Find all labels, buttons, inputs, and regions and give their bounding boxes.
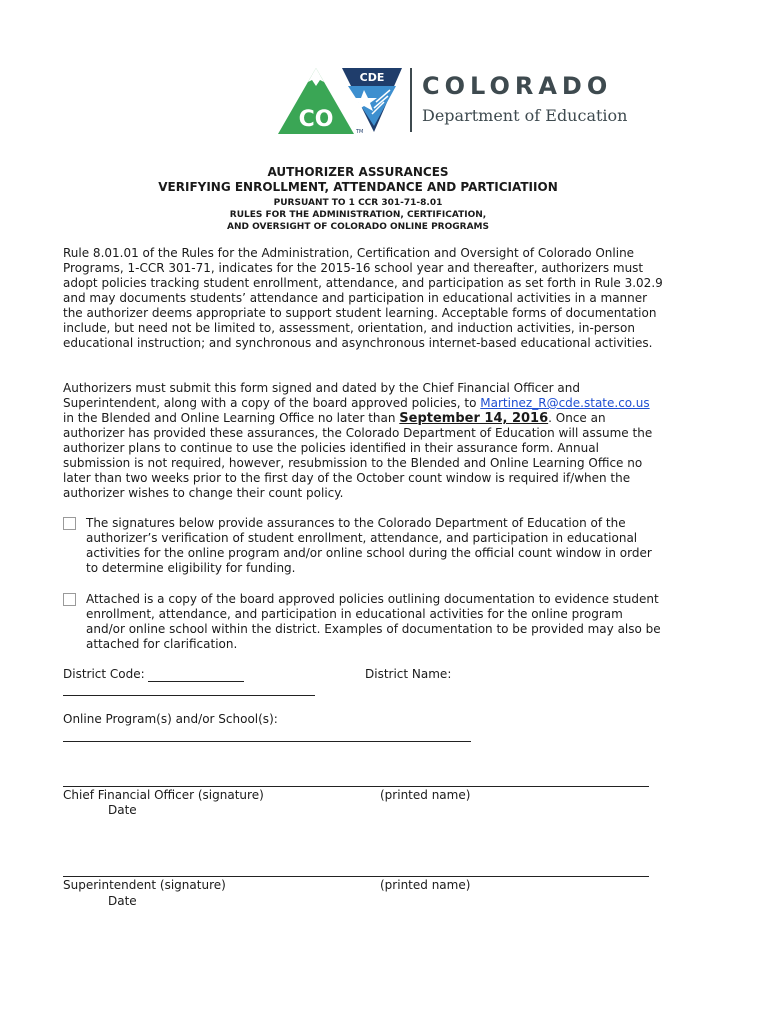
title-line-2: VERIFYING ENROLLMENT, ATTENDANCE AND PARTICIATIION <box>158 180 558 194</box>
title-line-3: PURSUANT TO 1 CCR 301-71-8.01 <box>273 198 443 208</box>
assurance-checkbox-label: The signatures below provide assurances to the Colorado Department of Education of the authorizer’s verification of student enrollment, attendance, and participation in educational activities for the online program and/or online school during the official count window in order to determine eligibility for funding. <box>86 516 652 575</box>
submission-text-3: . Once an authorizer has provided these assurances, the Colorado Department of Education will assume the authorizer plans to continue to use the policies identified in their assurance form. Annual submission is not required, however, resubmission to the Blended and Online Learning Office no later than two weeks prior to the first day of the October count window is required if/when the authorizer wishes to change their count policy. <box>63 411 653 500</box>
title-line-1: AUTHORIZER ASSURANCES <box>267 165 449 179</box>
cfo-signature-label: Chief Financial Officer (signature) <box>63 788 264 802</box>
policies-attached-checkbox-label: Attached is a copy of the board approved policies outlining documentation to evidence student enrollment, attendance, and participation in educational activities for the online program and/or online school within the district. Examples of documentation to be provided may also be attached for clarification. <box>86 592 661 651</box>
submission-text-1: Authorizers must submit this form signed and dated by the Chief Financial Officer and Superintendent, along with a copy of the board approved policies, to <box>63 381 581 410</box>
district-code-label: District Code: <box>63 667 145 681</box>
department-name: Department of Education <box>422 106 628 125</box>
online-programs-label: Online Program(s) and/or School(s): <box>63 712 278 726</box>
submission-text-2: in the Blended and Online Learning Office no later than <box>63 411 400 425</box>
superintendent-date-label: Date <box>108 894 137 908</box>
email-link[interactable]: Martinez_R@cde.state.co.us <box>480 396 650 410</box>
superintendent-signature-label: Superintendent (signature) <box>63 878 226 892</box>
logo-tm-text: TM <box>356 129 364 135</box>
logo-cde-text: CDE <box>359 71 385 84</box>
district-code-field[interactable] <box>148 681 244 682</box>
deadline-date: September 14, 2016 <box>399 411 549 426</box>
district-name-label: District Name: <box>365 667 452 681</box>
online-programs-field[interactable] <box>63 741 471 742</box>
paragraph-submission-instructions <box>63 381 663 501</box>
policies-attached-checkbox-item <box>63 592 663 652</box>
document-title-block <box>0 165 716 233</box>
cfo-date-label: Date <box>108 803 137 817</box>
title-line-4: RULES FOR THE ADMINISTRATION, CERTIFICATION, <box>229 210 487 220</box>
logo-co-text: CO <box>298 107 334 132</box>
superintendent-printed-name-label: (printed name) <box>380 878 471 892</box>
logo-divider <box>410 68 412 132</box>
superintendent-signature-line[interactable] <box>63 876 649 877</box>
org-name: COLORADO <box>422 72 613 100</box>
district-name-field[interactable] <box>63 695 315 696</box>
assurance-checkbox[interactable] <box>63 517 76 530</box>
title-line-5: AND OVERSIGHT OF COLORADO ONLINE PROGRAMS <box>227 222 489 232</box>
cfo-printed-name-label: (printed name) <box>380 788 471 802</box>
cfo-signature-line[interactable] <box>63 786 649 787</box>
policies-attached-checkbox[interactable] <box>63 593 76 606</box>
paragraph-rule-description: Rule 8.01.01 of the Rules for the Administration, Certification and Oversight of Colorado Online Programs, 1-CCR 301-71, indicates for the 2015-16 school year and thereafter, authorizers must adopt policies tracking student enrollment, attendance, and participation as set forth in Rule 3.02.9 and may documents students’ attendance and participation in educational activities in a manner the authorizer deems appropriate to support student learning. Acceptable forms of documentation include, but need not be limited to, assessment, orientation, and induction activities, in-person educational instruction; and synchronous and asynchronous internet-based educational activities. <box>63 246 663 350</box>
assurance-checkbox-item <box>63 516 663 576</box>
